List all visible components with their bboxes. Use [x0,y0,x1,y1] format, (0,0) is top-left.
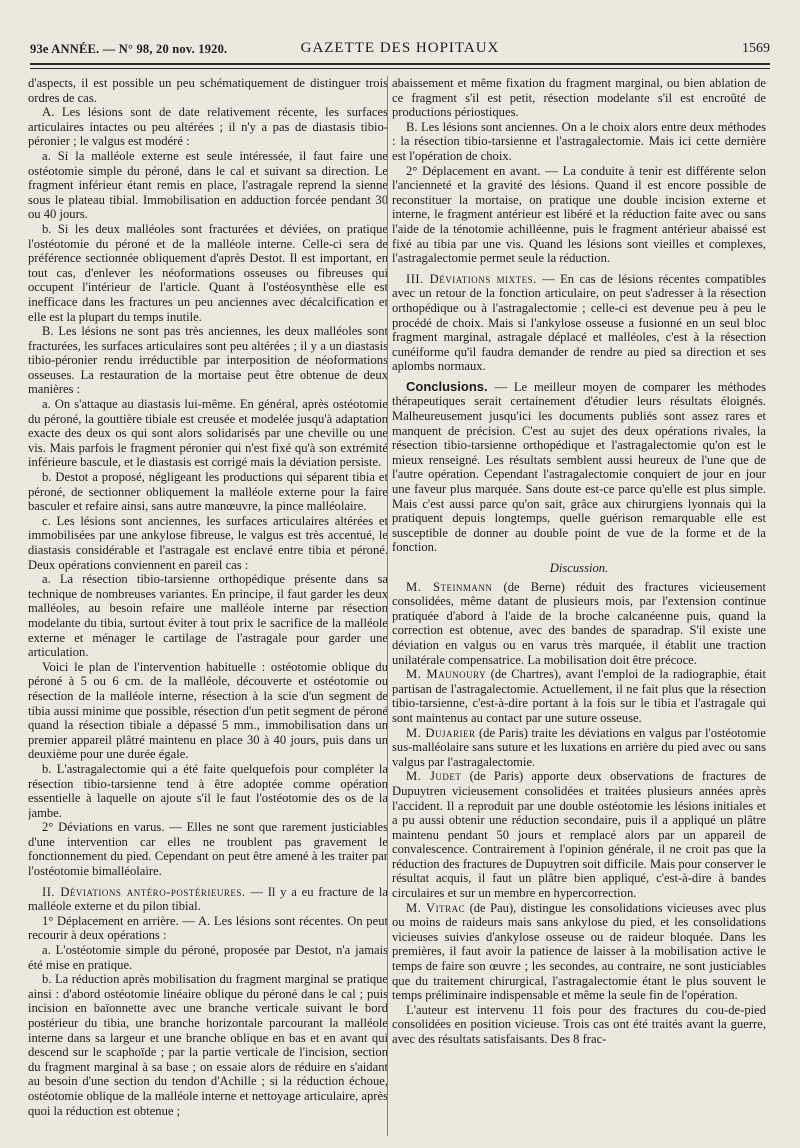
paragraph-text: abaissement et même fixation du fragment marginal, ou bien ablation de ce fragment s'il est petit, résection modelante s'il est encroûté de productions périostiques. [392,76,766,120]
paragraph [28,470,388,514]
right-column [392,76,766,1144]
page-header [30,40,770,62]
paragraph-text: b. L'astragalectomie qui a été faite quelquefois pour compléter la résection tibio-tarsienne tend à être adoptée comme opération essentielle à laquelle on ajoute s'il le faut l'ostéotomie des os de la jambe. [28,761,388,820]
column-separator [387,76,388,1136]
paragraph-text: (de Paris) apporte deux observations de fractures de Dupuytren vicieusement consolidées et traitées plusieurs années après l'accident. Il a reproduit par une double ostéotomie les lésions initiales et a pu aussi obtenir une réduction secondaire, puis il a appliqué un plâtre maintenu pendant 50 jours et remplacé alors par un appareil de convalescence. Contrairement à l'opinion générale, il ne croit pas que la réduction des fractures de Dupuytren soit difficile. Mais pour conserver le résultat acquis, il faut un plâtre bien appliqué, c'est-à-dire à bandes circulaires et sur un membre en hypercorrection. [392,769,766,901]
small-caps-lead: II. Déviations antéro-postérieures. [42,884,246,899]
paragraph [28,76,388,105]
paragraph-text: c. Les lésions sont anciennes, les surfaces articulaires altérées et immobilisées par une ankylose fibreuse, le valgus est très accentué, le diastasis considérable et l'astragale est enclavé entre tibia et péroné. Deux opérations conviennent en pareil cas : [28,513,388,572]
paragraph [392,164,766,266]
paragraph [392,769,766,900]
small-caps-lead: M. Steinmann [406,579,493,594]
paragraph-text: (de Paris) traite les déviations en valgus par l'ostéotomie sus-malléolaire sans suture et les luxations en arrière du pied avec ou sans valgus par l'astragalectomie. [392,725,766,769]
paragraph-text: b. La réduction après mobilisation du fragment marginal se pratique ainsi : d'abord ostéotomie linéaire oblique du péroné dans le cal ; puis incision en baïonnette avec une branche verticale suivant le bord postérieur du tibia, une branche horizontale parcourant la malléole interne dans sa largeur et une branche oblique en bas et en avant qui descend sur le scaphoïde ; par la partie verticale de l'incision, section du fragment marginal à sa base ; on essaie alors de réduire en s'aidant au besoin d'une section du tendon d'Achille ; si la réduction échoue, ostéotomie oblique de la malléole interne et nettoyage articulaire, après quoi la réduction est obtenue ; [28,972,388,1118]
paragraph-text: d'aspects, il est possible un peu schématiquement de distinguer trois ordres de cas. [28,76,388,105]
small-caps-lead: III. Déviations mixtes. [406,271,537,286]
paragraph-text: a. Si la malléole externe est seule intéressée, il faut faire une ostéotomie simple du péroné, dans le cal et suivant sa direction. Le fragment inférieur étant remis en place, l'astragale reprend la sienne sous le plateau tibial. Immobilisation en adduction forcée pendant 30 ou 40 jours. [28,148,388,222]
paragraph [28,324,388,397]
small-caps-lead: M. Dujarier [406,725,476,740]
paragraph [28,514,388,572]
header-rule-thin [30,68,770,69]
paragraph-text: Voici le plan de l'intervention habituelle : ostéotomie oblique du péroné à 5 ou 6 cm. de la malléole, découverte et ostéotomie ou résection de la malléole interne, résection à la scie d'un segment de tibia aussi minime que possible, résection d'un petit segment de péroné quand la résection tibiale a dépassé 5 mm., immobilisation dans un premier appareil plâtré maintenu en place 30 à 40 jours, puis dans un deuxième pour une durée égale. [28,659,388,762]
paragraph-text: Discussion. [549,561,609,575]
page-number: 1569 [742,41,770,56]
paragraph-text: 2° Déplacement en avant. — La conduite à tenir est différente selon l'ancienneté et la gravité des lésions. Quand il est encore possible de reconstituer la mortaise, on pratique une double incision externe et interne, le fragment antérieur est libéré et la réduction faite avec ou sans l'aide de la ténotomie achilléenne, puis le fragment antérieur abaissé est fixé au tibia par une vis. Quand les lésions sont vieilles et complexes, l'astragalectomie permet seule la réduction. [392,163,766,266]
paragraph-text: a. La résection tibio-tarsienne orthopédique présente dans sa technique de nombreuses variantes. En principe, il faut garder les deux malléoles, au besoin refaire une malléole interne par résection modelante du tibia, surtout éviter à tout prix le sacrifice de la malléole externe et ménager le cartilage de l'astragale pour garder une articulation. [28,572,388,660]
paragraph [28,660,388,762]
paragraph [392,726,766,770]
paragraph-text: — En cas de lésions récentes compatibles avec un retour de la fonction articulaire, on peut s'adresser à la résection orthopédique ou à l'astragalectomie ; celle-ci est devenue peu à peu le procédé de choix. Mais si l'ankylose osseuse a fusionné en un seul bloc fragment marginal, astragale déplacé et malléoles, c'est à la résection cunéiforme qu'il faudra demander de rendre au pied sa direction et ses aplombs normaux. [392,271,766,374]
paragraph [392,76,766,120]
paragraph [392,561,766,576]
paragraph [392,120,766,164]
paragraph [28,820,388,878]
issue-info: 93e ANNÉE. — N° 98, 20 nov. 1920. [30,42,228,56]
paragraph-text: b. Destot a proposé, négligeant les productions qui séparent tibia et péroné, de sectionner obliquement la malléole externe pour la faire basculer et refaire ainsi, sans autre manœuvre, la pince malléolaire. [28,470,388,514]
small-caps-lead: M. Judet [406,769,462,784]
paragraph [28,149,388,222]
small-caps-lead: M. Maunoury [406,667,487,682]
header-rule-thick [30,63,770,65]
paragraph [28,762,388,820]
paragraph [392,380,766,555]
small-caps-lead: M. Vitrac [406,900,466,915]
paragraph [392,580,766,668]
paragraph [28,105,388,149]
paragraph-text: 2° Déviations en varus. — Elles ne sont que rarement justiciables d'une intervention car elles ne troublent pas gravement le fonctionnement du pied. Cependant on peut être amené à les traiter par l'ostéotomie bimalléolaire. [28,820,388,879]
paragraph [28,914,388,943]
paragraph [392,667,766,725]
paragraph-text: L'auteur est intervenu 11 fois pour des fractures du cou-de-pied consolidées en position vicieuse. Trois cas ont été traités avant la guerre, avec des résultats satisfaisants. Des 8 frac- [392,1002,766,1046]
paragraph-text: A. Les lésions sont de date relativement récente, les surfaces articulaires intactes ou peu altérées ; il n'y a pas de diastasis tibio-péronier ; le valgus est modéré : [28,105,388,149]
paragraph-text: b. Si les deux malléoles sont fracturées et déviées, on pratique l'ostéotomie du péroné et de la malléole interne. Celle-ci sera de préférence sectionnée obliquement d'après Destot. Il est important, en tout cas, d'enlever les néoformations osseuses ou fibreuses qui occupent l'intérieur de l'article. Quant à l'ostéosynthèse elle est inefficace dans les fractures un peu anciennes avec décalcification et elle est la plupart du temps inutile. [28,221,388,324]
paragraph [28,222,388,324]
paragraph-text: — Le meilleur moyen de comparer les méthodes thérapeutiques serait certainement d'étudier leurs résultats éloignés. Malheureusement jusqu'ici les documents publiés sont assez rares et manquent de précision. C'est au sujet des deux opérations rivales, la résection tibio-tarsienne orthopédique et l'astragalectomie qu'on est le mieux renseigné. Les résultats semblent aussi heureux de l'une que de l'autre opération. Cependant l'astragalectomie conquiert de jour en jour une faveur plus marquée. Sans doute est-ce parce qu'elle est plus simple. Mais c'est aussi parce qu'on sait, grâce aux chirurgiens lyonnais qui la pratiquent depuis longtemps, quelle guérison remarquable elle est susceptible de donner au double point de vue de la forme et de la fonction. [392,379,766,555]
paragraph-text: a. L'ostéotomie simple du péroné, proposée par Destot, n'a jamais été mise en pratique. [28,943,388,972]
paragraph-text: a. On s'attaque au diastasis lui-même. En général, après ostéotomie du péroné, la gouttière tibiale est creusée et modelée jusqu'à adaptation exacte des deux os qui sont alors solidarisés par une cheville ou une vis. Mais parfois le fragment péronier qui n'est fixé qu'à son extrémité inférieure bascule, et le diastasis est corrigé mais la déviation persiste. [28,397,388,470]
paragraph-text: (de Chartres), avant l'emploi de la radiographie, était partisan de l'astragalectomie. Actuellement, il ne fait plus que la résection tibio-tarsienne, c'est-à-dire portant à la fois sur le tibia et l'astragale qui sont maintenus au contact par une suture osseuse. [392,667,766,725]
paragraph-text: B. Les lésions sont anciennes. On a le choix alors entre deux méthodes : la résection tibio-tarsienne et l'astragalectomie. Mais ici cette dernière est l'opération de choix. [392,119,766,163]
paragraph [28,972,388,1118]
paragraph-text: (de Pau), distingue les consolidations vicieuses avec plus ou moins de raideurs mais sans ankylose du pied, et les consolidations vicieuses suivies d'ankylose osseuse ou de raideur bloquée. Dans les premières, il faut avoir la patience de laisser à la mobilisation active le temps de faire son œuvre ; les secondes, au contraire, ne sont justiciables que du traitement chirurgical, l'astragalectomie étant le plus souvent le temps préliminaire indispensable et même la seule fin de l'opération. [392,900,766,1003]
paragraph [28,885,388,914]
paragraph-text: 1° Déplacement en arrière. — A. Les lésions sont récentes. On peut recourir à deux opérations : [28,913,388,943]
journal-title: GAZETTE DES HOPITAUX [300,40,500,56]
paragraph [392,901,766,1003]
section-lead: Conclusions. [406,378,488,394]
paragraph-text: — Il y a eu fracture de la malléole externe et du pilon tibial. [28,884,388,914]
paragraph [392,272,766,374]
paragraph-text: B. Les lésions ne sont pas très anciennes, les deux malléoles sont fracturées, les surfaces articulaires sont peu altérées ; il y a un diastasis tibio-péronier rendu irréductible par interposition de néoformations osseuses. La restauration de la mortaise peut être obtenue de deux manières : [28,324,388,397]
left-column [28,76,388,1144]
paragraph-text: (de Berne) réduit des fractures vicieusement consolidées, même datant de plusieurs mois, par l'extension continue pratiquée d'abord à l'aide de la broche calcanéenne puis, quand la correction est obtenue, avec des bandes de sparadrap. S'il existe une déviation en valgus ou en varus très marquée, il établit une traction unilatérale compensatrice. La mobilisation doit être précoce. [392,579,766,667]
paragraph [28,572,388,660]
paragraph [28,943,388,972]
paragraph [392,1003,766,1047]
paragraph [28,397,388,470]
